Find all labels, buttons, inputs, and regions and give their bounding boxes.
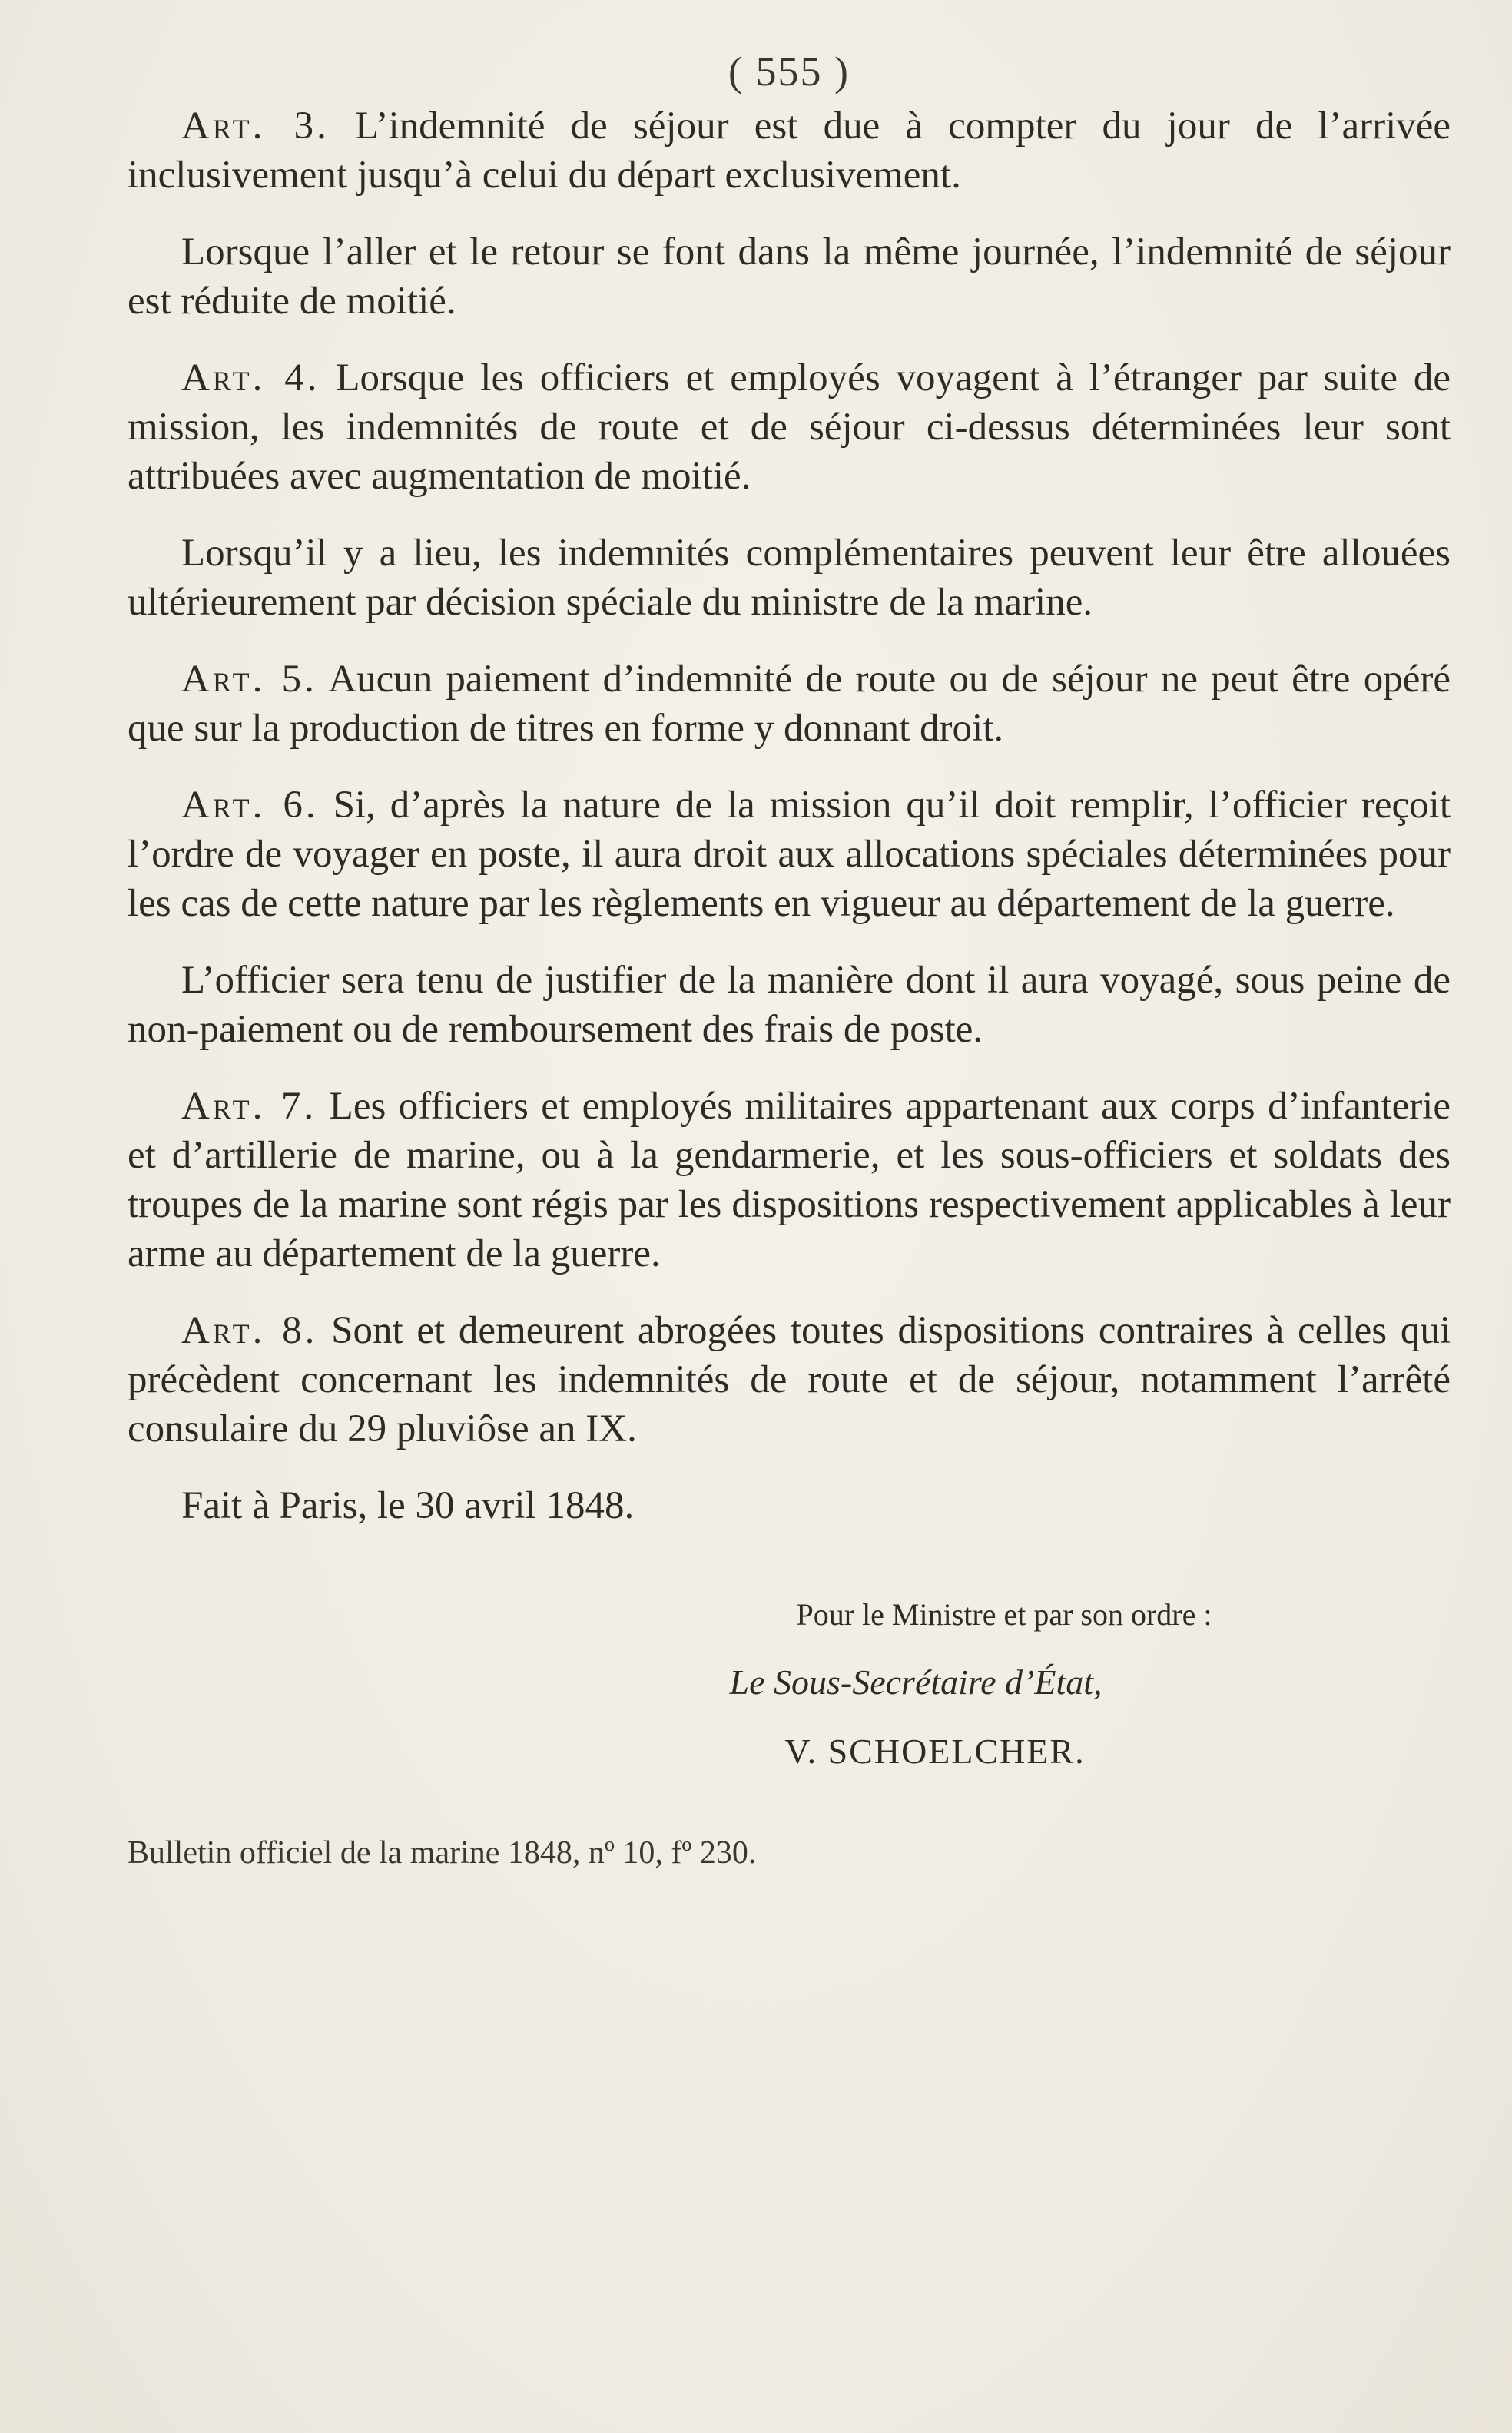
article-text: Lorsque les officiers et employés voyagent à l’étranger par suite de mission, les indemnités de route et de séjour ci-dessus déterminées leur sont attribuées avec augmentation de moitié.	[128, 356, 1451, 498]
article-text: L’officier sera tenu de justifier de la manière dont il aura voyagé, sous peine de non-paiement ou de remboursement des frais de poste.	[128, 959, 1451, 1051]
article-paragraph	[128, 655, 1451, 753]
source-citation: Bulletin officiel de la marine 1848, nº 10, fº 230.	[128, 1835, 757, 1871]
article-text: Aucun paiement d’indemnité de route ou de séjour ne peut être opéré que sur la production de titres en forme y donnant droit.	[128, 658, 1451, 750]
article-label: Art. 3.	[181, 104, 330, 148]
article-paragraph	[128, 1082, 1451, 1278]
article-label: Art. 6.	[181, 784, 319, 827]
article-text: Sont et demeurent abrogées toutes dispositions contraires à celles qui précèdent concernant les indemnités de route et de séjour, notamment l’arrêté consulaire du 29 pluviôse an IX.	[128, 1309, 1451, 1450]
article-list	[128, 101, 1451, 1454]
signature-line-3: V. SCHOELCHER.	[784, 1732, 1086, 1771]
page-number: ( 555 )	[728, 48, 850, 94]
signature-block	[128, 1592, 1451, 1775]
article-paragraph	[128, 1306, 1451, 1454]
article-text: L’indemnité de séjour est due à compter du jour de l’arrivée inclusivement jusqu’à celui du départ exclusivement.	[128, 104, 1451, 197]
article-text: Lorsqu’il y a lieu, les indemnités complémentaires peuvent leur être allouées ultérieurement par décision spéciale du ministre de la marine.	[128, 532, 1451, 624]
article-text: Si, d’après la nature de la mission qu’il doit remplir, l’officier reçoit l’ordre de voyager en poste, il aura droit aux allocations spéciales déterminées pour les cas de cette nature par les règlements en vigueur au département de la guerre.	[128, 784, 1451, 925]
page-content	[128, 45, 1451, 1876]
article-label: Art. 8.	[181, 1309, 318, 1352]
article-label: Art. 7.	[181, 1085, 317, 1128]
signature-line-1: Pour le Ministre et par son ordre :	[796, 1597, 1212, 1632]
article-paragraph	[128, 227, 1451, 326]
article-text: Les officiers et employés militaires appartenant aux corps d’infanterie et d’artillerie de marine, ou à la gendarmerie, et les sous-officiers et soldats des troupes de la marine sont régis par les dispositions respectivement applicables à leur arme au département de la guerre.	[128, 1085, 1451, 1275]
article-text: Lorsque l’aller et le retour se font dans la même journée, l’indemnité de séjour est réduite de moitié.	[128, 230, 1451, 323]
article-paragraph	[128, 956, 1451, 1054]
article-paragraph	[128, 101, 1451, 200]
closing-line: Fait à Paris, le 30 avril 1848.	[181, 1484, 635, 1527]
article-label: Art. 5.	[181, 658, 317, 701]
article-paragraph	[128, 529, 1451, 627]
article-paragraph	[128, 353, 1451, 501]
article-label: Art. 4.	[181, 356, 320, 399]
signature-line-2: Le Sous-Secrétaire d’État,	[729, 1662, 1102, 1702]
article-paragraph	[128, 781, 1451, 928]
